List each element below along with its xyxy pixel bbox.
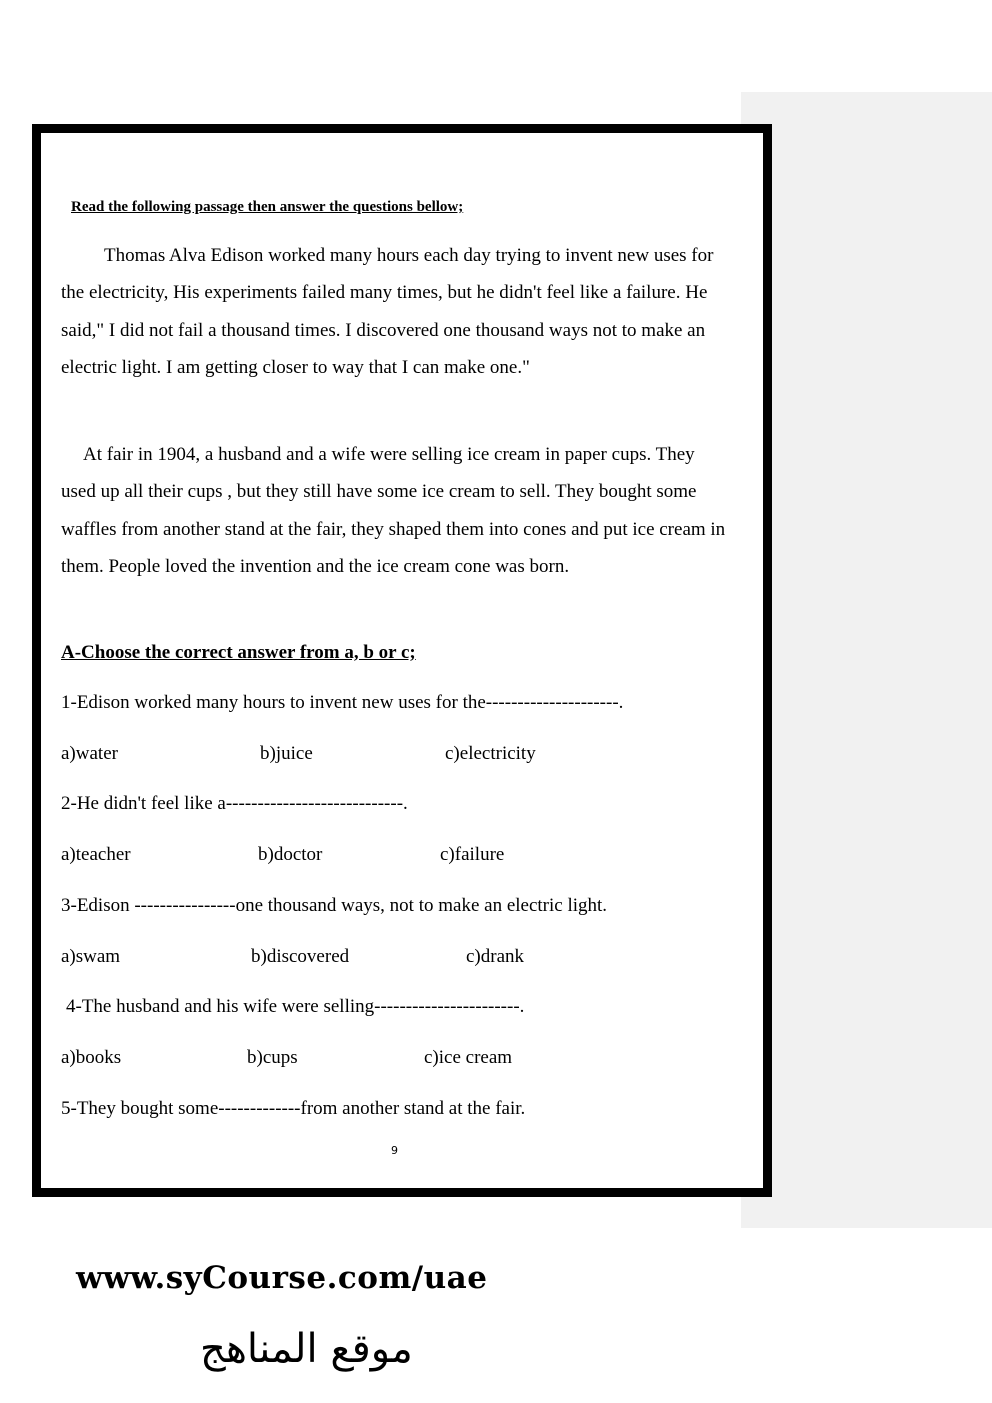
footer-url[interactable]: www.syCourse.com/uae: [76, 1260, 488, 1296]
q2-option-a: a)teacher: [61, 844, 131, 865]
question-5: 5-They bought some-------------from another stand at the fair.: [61, 1098, 526, 1119]
footer-arabic-title: موقع المناهج: [200, 1326, 413, 1372]
q3-option-c: c)drank: [466, 946, 525, 967]
q1-option-a: a)water: [61, 743, 118, 764]
q3-option-a: a)swam: [61, 946, 121, 967]
q1-option-b: b)juice: [260, 743, 313, 764]
q4-option-a: a)books: [61, 1047, 122, 1068]
page-frame: [32, 124, 772, 1197]
question-4: 4-The husband and his wife were selling-----------------------.: [66, 996, 525, 1017]
page-number: 9: [391, 1144, 398, 1157]
q3-option-b: b)discovered: [251, 946, 350, 967]
side-panel: [741, 92, 992, 1228]
q1-option-c: c)electricity: [445, 743, 536, 764]
section-a-heading: A-Choose the correct answer from a, b or c;: [61, 642, 416, 663]
q4-option-b: b)cups: [247, 1047, 298, 1068]
instruction-heading: Read the following passage then answer the questions bellow;: [71, 199, 464, 215]
question-3: 3-Edison ----------------one thousand ways, not to make an electric light.: [61, 895, 608, 916]
question-1: 1-Edison worked many hours to invent new uses for the---------------------.: [61, 692, 624, 713]
question-2: 2-He didn't feel like a----------------------------.: [61, 793, 408, 814]
passage-paragraph-1: Thomas Alva Edison worked many hours each day trying to invent new uses for the electricity, His experiments failed many times, but he didn't feel like a failure. He said," I did not fail a thousand times. I discovered one thousand ways not to make an electric light. I am getting closer to way that I can make one.": [61, 245, 714, 378]
q2-option-b: b)doctor: [258, 844, 323, 865]
q2-option-c: c)failure: [440, 844, 505, 865]
q4-option-c: c)ice cream: [424, 1047, 513, 1068]
passage-paragraph-2: At fair in 1904, a husband and a wife were selling ice cream in paper cups. They used up all their cups , but they still have some ice cream to sell. They bought some waffles from another stand at the fair, they shaped them into cones and put ice cream in them. People loved the invention and the ice cream cone was born.: [61, 444, 726, 577]
